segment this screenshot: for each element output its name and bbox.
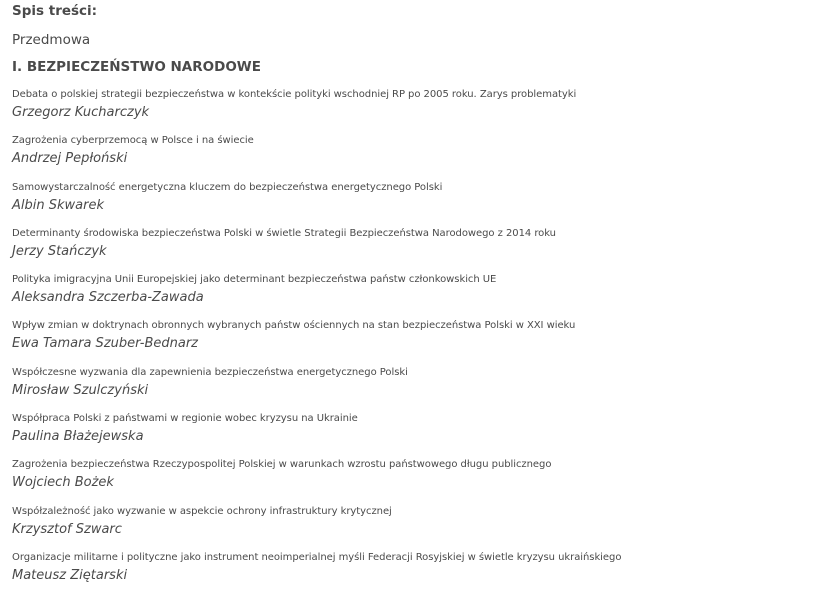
entry-title: Determinanty środowiska bezpieczeństwa Polski w świetle Strategii Bezpieczeństwa Narodowego z 2014 roku — [12, 227, 556, 239]
entry-title: Debata o polskiej strategii bezpieczeństwa w kontekście polityki wschodniej RP po 2005 roku. Zarys problematyki — [12, 89, 577, 100]
entry-title: Wpływ zmian w doktrynach obronnych wybranych państw ościennych na stan bezpieczeństwa Polski w XXI wieku — [12, 320, 576, 332]
entry-author: Albin Skwarek — [12, 197, 104, 213]
list-item — [12, 410, 822, 456]
entry-author: Krzysztof Szwarc — [12, 521, 122, 537]
list-item — [12, 364, 822, 410]
section-title: I. BEZPIECZEŃSTWO NARODOWE — [12, 59, 261, 75]
entry-title: Samowystarczalność energetyczna kluczem do bezpieczeństwa energetycznego Polski — [12, 181, 443, 193]
entry-title: Zagrożenia cyberprzemocą w Polsce i na świecie — [12, 135, 254, 147]
list-item — [12, 456, 822, 502]
list-item — [12, 503, 822, 549]
list-item — [12, 179, 822, 225]
entry-title: Współpraca Polski z państwami w regionie wobec kryzysu na Ukrainie — [12, 413, 358, 425]
entry-title: Współzależność jako wyzwanie w aspekcie ochrony infrastruktury krytycznej — [12, 505, 392, 517]
entry-author: Andrzej Pepłoński — [12, 151, 128, 167]
entry-author: Grzegorz Kucharczyk — [12, 105, 150, 120]
entry-title: Organizacje militarne i polityczne jako instrument neoimperialnej myśli Federacji Rosyjskiej w świetle kryzysu ukraińskiego — [12, 551, 622, 563]
entry-title: Współczesne wyzwania dla zapewnienia bezpieczeństwa energetycznego Polski — [12, 366, 408, 378]
list-item — [12, 132, 822, 178]
entry-author: Mateusz Ziętarski — [12, 567, 128, 583]
entry-author: Paulina Błażejewska — [12, 429, 144, 445]
entry-author: Mirosław Szulczyński — [12, 382, 149, 398]
list-item — [12, 225, 822, 271]
list-item — [12, 317, 822, 363]
entries-list — [12, 86, 822, 595]
entry-author: Jerzy Stańczyk — [12, 243, 107, 259]
entry-author: Ewa Tamara Szuber-Bednarz — [12, 336, 198, 352]
list-item — [12, 271, 822, 317]
preface-item: Przedmowa — [12, 32, 91, 48]
list-item — [12, 86, 822, 132]
entry-title: Zagrożenia bezpieczeństwa Rzeczypospolitej Polskiej w warunkach wzrostu państwowego długu publicznego — [12, 459, 552, 471]
entry-author: Wojciech Bożek — [12, 475, 114, 491]
list-item — [12, 549, 822, 595]
toc-heading: Spis treści: — [12, 3, 98, 19]
entry-author: Aleksandra Szczerba-Zawada — [12, 290, 204, 306]
entry-title: Polityka imigracyjna Unii Europejskiej jako determinant bezpieczeństwa państw członkowskich UE — [12, 274, 497, 286]
